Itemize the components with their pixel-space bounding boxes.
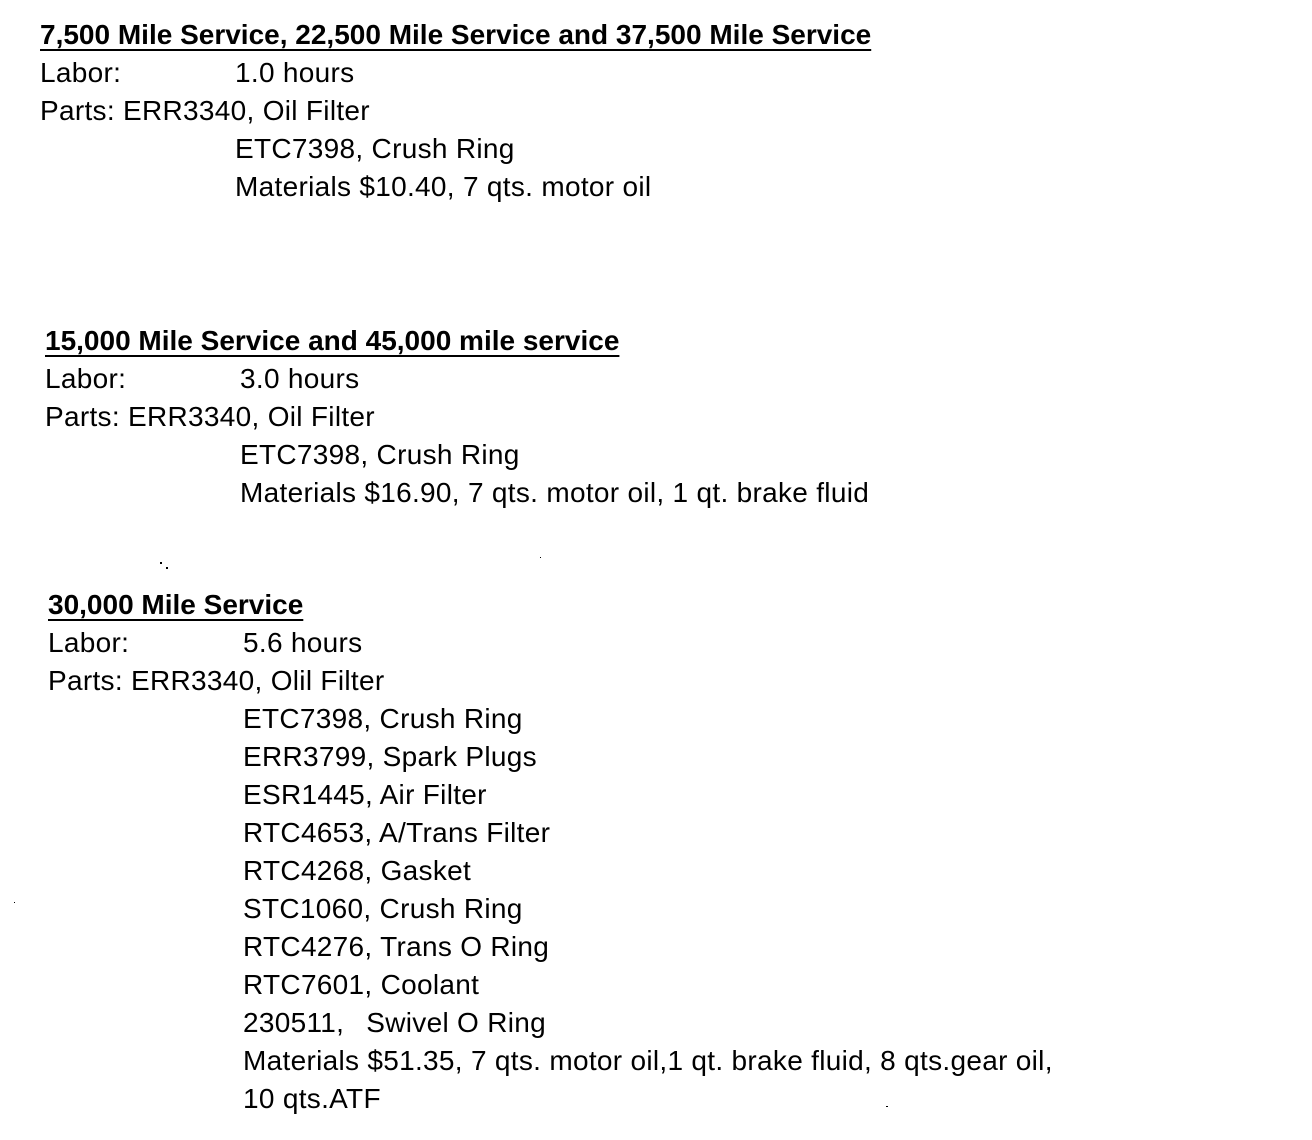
scan-speck (540, 557, 541, 558)
part-item: ETC7398, Crush Ring (240, 439, 520, 470)
scan-speck (886, 1106, 888, 1107)
parts-line (48, 700, 523, 738)
service-section-7500 (40, 16, 871, 206)
part-item: RTC7601, Coolant (243, 969, 480, 1000)
labor-line (45, 360, 619, 398)
materials-line (45, 474, 870, 512)
parts-line (45, 436, 619, 474)
part-item: ETC7398, Crush Ring (243, 703, 523, 734)
materials-line (48, 1042, 1053, 1080)
section-heading: 30,000 Mile Service (48, 589, 304, 620)
labor-label: Labor: (48, 627, 130, 658)
part-item: ETC7398, Crush Ring (235, 133, 515, 164)
materials-text: Materials $51.35, 7 qts. motor oil,1 qt. brake fluid, 8 qts.gear oil, (243, 1045, 1053, 1076)
part-item: RTC4268, Gasket (243, 855, 472, 886)
parts-label: Parts: (48, 665, 123, 696)
labor-line (40, 54, 871, 92)
scan-speck (166, 567, 168, 569)
parts-line (40, 92, 871, 130)
materials-text: Materials $10.40, 7 qts. motor oil (235, 171, 652, 202)
materials-line (40, 168, 871, 206)
materials-line (48, 1080, 381, 1118)
parts-line (48, 662, 385, 700)
parts-line (48, 776, 487, 814)
scan-speck (14, 902, 15, 903)
labor-label: Labor: (45, 363, 127, 394)
parts-first-row (48, 662, 384, 700)
parts-line (48, 966, 480, 1004)
scan-speck (160, 562, 162, 564)
part-item: ERR3340, Oil Filter (128, 401, 375, 432)
parts-line (48, 738, 537, 776)
parts-first-row (40, 92, 370, 130)
part-item: STC1060, Crush Ring (243, 893, 523, 924)
parts-line (45, 398, 619, 436)
part-item: ERR3799, Spark Plugs (243, 741, 537, 772)
labor-value: 1.0 hours (235, 57, 355, 88)
parts-first-row (45, 398, 375, 436)
service-section-15000 (45, 322, 870, 512)
parts-label: Parts: (40, 95, 115, 126)
part-item-swivel (243, 1004, 546, 1042)
materials-text-continued: 10 qts.ATF (243, 1083, 381, 1114)
labor-label: Labor: (40, 57, 122, 88)
part-item: RTC4653, A/Trans Filter (243, 817, 551, 848)
section-heading: 7,500 Mile Service, 22,500 Mile Service and 37,500 Mile Service (40, 19, 872, 50)
parts-line (48, 814, 551, 852)
service-section-30000 (48, 586, 1053, 1118)
labor-line (48, 624, 363, 662)
part-item: ERR3340, Olil Filter (131, 665, 385, 696)
parts-label: Parts: (45, 401, 120, 432)
part-item: ESR1445, Air Filter (243, 779, 487, 810)
labor-value: 3.0 hours (240, 363, 360, 394)
parts-line (48, 928, 550, 966)
labor-value: 5.6 hours (243, 627, 363, 658)
materials-text: Materials $16.90, 7 qts. motor oil, 1 qt. brake fluid (240, 477, 870, 508)
parts-line (48, 890, 523, 928)
part-item: RTC4276, Trans O Ring (243, 931, 550, 962)
section-heading: 15,000 Mile Service and 45,000 mile service (45, 325, 620, 356)
parts-line (48, 852, 472, 890)
part-code: 230511, (243, 1007, 345, 1038)
parts-line (40, 130, 871, 168)
part-name: Swivel O Ring (366, 1007, 546, 1038)
parts-line (48, 1004, 546, 1042)
part-item: ERR3340, Oil Filter (123, 95, 370, 126)
